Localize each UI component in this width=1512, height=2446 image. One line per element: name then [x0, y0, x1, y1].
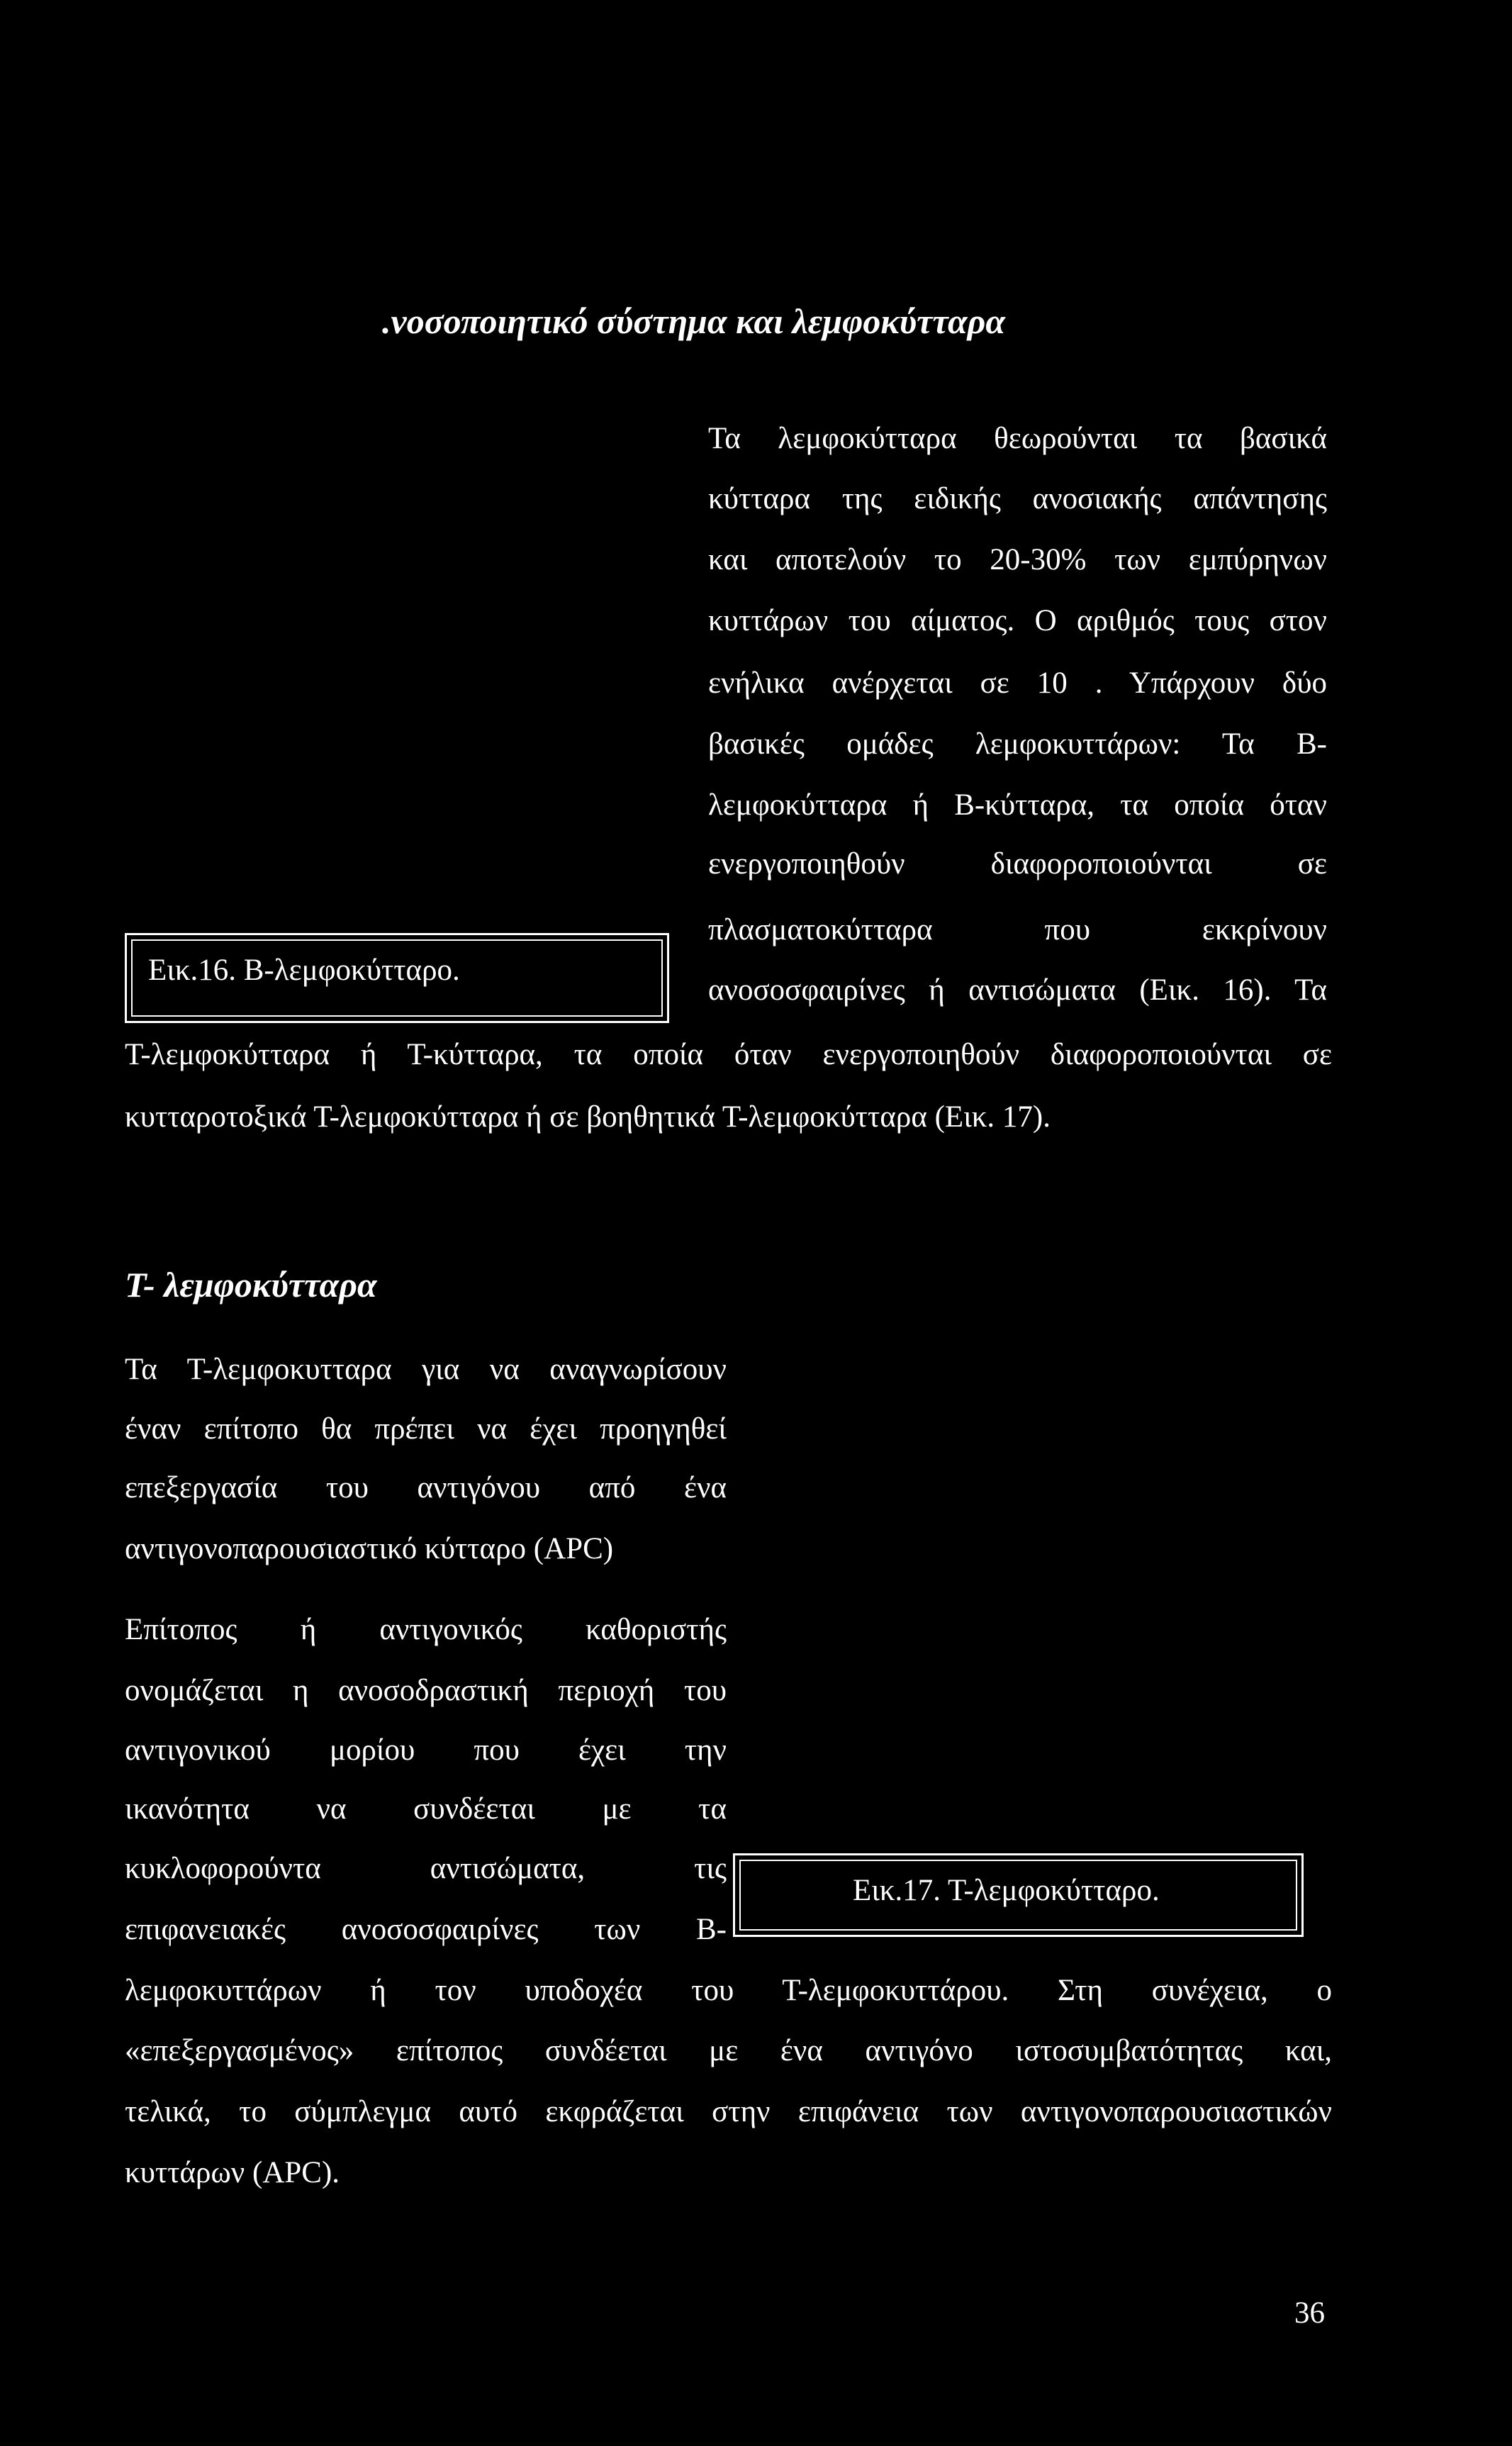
- intro-column-line: κυττάρων του αίματος. Ο αριθμός τους στον: [708, 604, 1327, 637]
- section-para2-full-line: «επεξεργασμένος» επίτοπος συνδέεται με ένα αντιγόνο ιστοσυμβατότητας και,: [125, 2034, 1332, 2067]
- intro-full-line: κυτταροτοξικά Τ-λεμφοκύτταρα ή σε βοηθητικά Τ-λεμφοκύτταρα (Εικ. 17).: [125, 1100, 1051, 1134]
- section-para2-line: ικανότητα να συνδέεται με τα: [125, 1792, 727, 1826]
- section-para2-line: επιφανειακές ανοσοσφαιρίνες των Β-: [125, 1913, 727, 1946]
- figure-16-caption: Εικ.16. Β-λεμφοκύτταρο.: [148, 954, 460, 987]
- figure-17-caption-box: [733, 1853, 1304, 1937]
- section-para2-line: Επίτοπος ή αντιγονικός καθοριστής: [125, 1613, 727, 1646]
- section-heading: Τ- λεμφοκύτταρα: [125, 1265, 377, 1305]
- section-para2-line: αντιγονικού μορίου που έχει την: [125, 1733, 727, 1767]
- section-para1-line: έναν επίτοπο θα πρέπει να έχει προηγηθεί: [125, 1412, 727, 1446]
- intro-column-line: ενεργοποιηθούν διαφοροποιούνται σε: [708, 847, 1327, 881]
- intro-column-line: και αποτελούν το 20-30% των εμπύρηνων: [708, 543, 1327, 576]
- section-para2-line: ονομάζεται η ανοσοδραστική περιοχή του: [125, 1674, 727, 1707]
- intro-column-line: βασικές ομάδες λεμφοκυττάρων: Τα Β-: [708, 727, 1327, 761]
- intro-full-line: Τ-λεμφοκύτταρα ή Τ-κύτταρα, τα οποία όταν ενεργοποιηθούν διαφοροποιούνται σε: [125, 1038, 1332, 1071]
- page-number: 36: [1294, 2296, 1325, 2330]
- intro-column-line: ενήλικα ανέρχεται σε 10 . Υπάρχουν δύο: [708, 666, 1327, 700]
- section-para1-line: αντιγονοπαρουσιαστικό κύτταρο (APC): [125, 1532, 614, 1565]
- figure-16-caption-box: [125, 933, 669, 1023]
- section-para2-line: κυκλοφορούντα αντισώματα, τις: [125, 1852, 727, 1885]
- section-para2-full-line: λεμφοκυττάρων ή τον υποδοχέα του Τ-λεμφοκυττάρου. Στη συνέχεια, ο: [125, 1974, 1332, 2007]
- section-para2-full-line: τελικά, το σύμπλεγμα αυτό εκφράζεται στην επιφάνεια των αντιγονοπαρουσιαστικών: [125, 2095, 1332, 2128]
- section-para1-line: επεξεργασία του αντιγόνου από ένα: [125, 1471, 727, 1504]
- intro-column-line: ανοσοσφαιρίνες ή αντισώματα (Εικ. 16). Τα: [708, 973, 1327, 1007]
- intro-column-line: κύτταρα της ειδικής ανοσιακής απάντησης: [708, 482, 1327, 515]
- intro-column-line: Τα λεμφοκύτταρα θεωρούνται τα βασικά: [708, 422, 1327, 455]
- figure-17-caption: Εικ.17. Τ-λεμφοκύτταρο.: [853, 1874, 1160, 1907]
- section-para1-line: Τα Τ-λεμφοκυτταρα για να αναγνωρίσουν: [125, 1353, 727, 1386]
- section-para2-full-line: κυττάρων (APC).: [125, 2156, 340, 2189]
- page-title: .νοσοποιητικό σύστημα και λεμφοκύτταρα: [382, 301, 1006, 341]
- intro-column-line: λεμφοκύτταρα ή Β-κύτταρα, τα οποία όταν: [708, 788, 1327, 822]
- intro-column-line: πλασματοκύτταρα που εκκρίνουν: [708, 913, 1327, 946]
